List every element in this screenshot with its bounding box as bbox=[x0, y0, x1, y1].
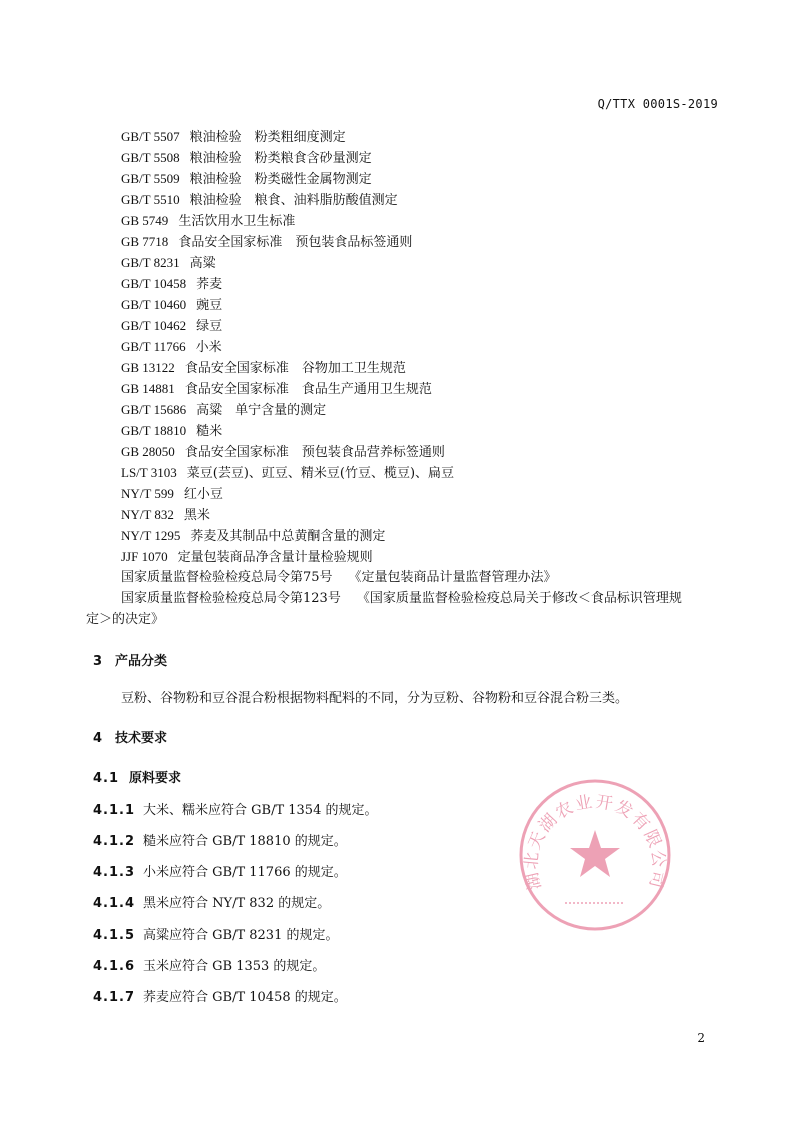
section-4-1-heading: 4.1 原料要求 bbox=[93, 771, 182, 786]
clause-item: 4.1.1 大米、糯米应符合 GB/T 1354 的规定。 bbox=[93, 803, 378, 818]
reference-line: GB/T 11766 小米 bbox=[121, 339, 222, 355]
reference-line: NY/T 832 黑米 bbox=[121, 507, 210, 523]
clause-item: 4.1.6 玉米应符合 GB 1353 的规定。 bbox=[93, 959, 326, 974]
section-3-paragraph: 豆粉、谷物粉和豆谷混合粉根据物料配料的不同，分为豆粉、谷物粉和豆谷混合粉三类。 bbox=[121, 691, 629, 706]
reference-line: GB/T 10460 豌豆 bbox=[121, 297, 223, 313]
reference-line: JJF 1070 定量包装商品净含量计量检验规则 bbox=[121, 549, 373, 565]
reference-line: LS/T 3103 菜豆(芸豆)、豇豆、精米豆(竹豆、榄豆)、扁豆 bbox=[121, 465, 455, 481]
clause-item: 4.1.5 高粱应符合 GB/T 8231 的规定。 bbox=[93, 928, 339, 943]
clause-item: 4.1.7 荞麦应符合 GB/T 10458 的规定。 bbox=[93, 990, 347, 1005]
company-seal-stamp bbox=[515, 775, 675, 935]
page-number: 2 bbox=[697, 1031, 705, 1045]
clause-item: 4.1.2 糙米应符合 GB/T 18810 的规定。 bbox=[93, 834, 347, 849]
reference-line: GB/T 5508 粮油检验 粉类粮食含砂量测定 bbox=[121, 150, 372, 166]
reference-line: GB 28050 食品安全国家标准 预包装食品营养标签通则 bbox=[121, 444, 445, 460]
clause-item: 4.1.4 黑米应符合 NY/T 832 的规定。 bbox=[93, 896, 331, 911]
reference-line: 国家质量监督检验检疫总局令第75号 《定量包装商品计量监督管理办法》 bbox=[121, 570, 557, 585]
reference-line: NY/T 1295 荞麦及其制品中总黄酮含量的测定 bbox=[121, 528, 386, 544]
reference-line: GB/T 18810 糙米 bbox=[121, 423, 223, 439]
reference-line-wrap: 定＞的决定》 bbox=[86, 612, 165, 627]
reference-line: GB/T 5510 粮油检验 粮食、油料脂肪酸值测定 bbox=[121, 192, 398, 208]
reference-line: GB/T 15686 高粱 单宁含量的测定 bbox=[121, 402, 327, 418]
reference-line: GB/T 8231 高粱 bbox=[121, 255, 216, 271]
section-3-heading: 3 产品分类 bbox=[93, 654, 168, 669]
clause-item: 4.1.3 小米应符合 GB/T 11766 的规定。 bbox=[93, 865, 347, 880]
reference-line: NY/T 599 红小豆 bbox=[121, 486, 223, 502]
reference-line: GB 7718 食品安全国家标准 预包装食品标签通则 bbox=[121, 234, 413, 250]
reference-line: 国家质量监督检验检疫总局令第123号 《国家质量监督检验检疫总局关于修改＜食品标识管理规 bbox=[121, 591, 682, 606]
seal-star-icon bbox=[570, 830, 620, 877]
reference-line: GB/T 10458 荞麦 bbox=[121, 276, 223, 292]
reference-line: GB/T 5507 粮油检验 粉类粗细度测定 bbox=[121, 129, 346, 145]
reference-line: GB/T 10462 绿豆 bbox=[121, 318, 223, 334]
reference-line: GB 14881 食品安全国家标准 食品生产通用卫生规范 bbox=[121, 381, 432, 397]
section-4-heading: 4 技术要求 bbox=[93, 731, 168, 746]
reference-line: GB 13122 食品安全国家标准 谷物加工卫生规范 bbox=[121, 360, 406, 376]
reference-line: GB 5749 生活饮用水卫生标准 bbox=[121, 213, 296, 229]
svg-text:湖北天湖农业开发有限公司: 湖北天湖农业开发有限公司 bbox=[521, 792, 669, 892]
document-code: Q/TTX 0001S-2019 bbox=[597, 97, 718, 111]
reference-line: GB/T 5509 粮油检验 粉类磁性金属物测定 bbox=[121, 171, 372, 187]
